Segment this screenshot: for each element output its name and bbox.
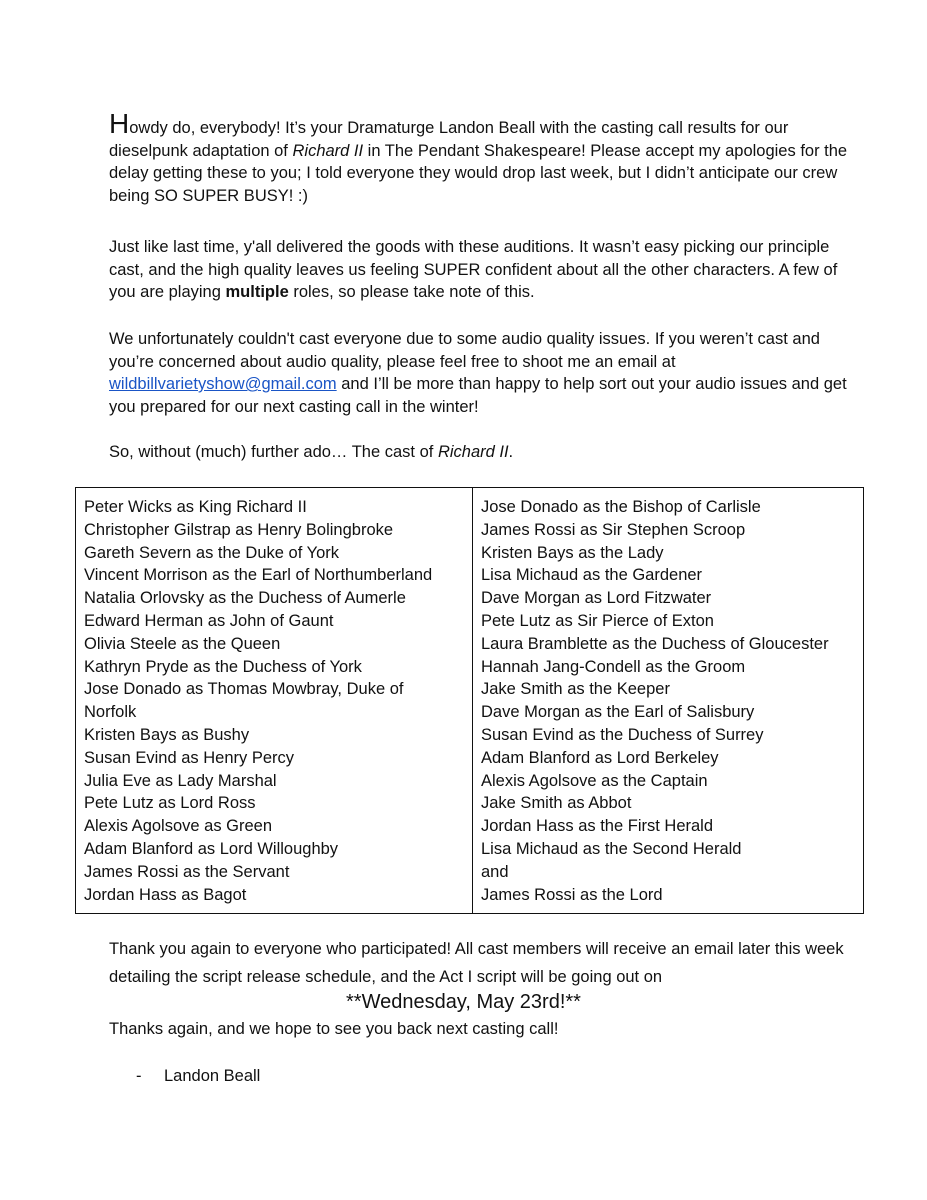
multiple-emphasis: multiple (225, 283, 289, 301)
cast-entry: Julia Eve as Lady Marshal (84, 771, 277, 790)
audio-text-2: and I’ll be more than happy to help sort out your audio issues and get you prepared for our next casting call in the winter! (109, 375, 847, 416)
signature-name: Landon Beall (164, 1067, 261, 1085)
cast-column-left (76, 488, 473, 913)
cast-entry: Susan Evind as Henry Percy (84, 748, 295, 767)
cast-entry: James Rossi as Sir Stephen Scroop (481, 520, 746, 539)
email-link[interactable]: wildbillvarietyshow@gmail.com (109, 375, 337, 393)
cast-entry: Natalia Orlovsky as the Duchess of Aumerle (84, 589, 406, 608)
cast-entry: Kristen Bays as Bushy (84, 725, 250, 744)
cast-entry: Jordan Hass as Bagot (84, 885, 247, 904)
cast-entry: Vincent Morrison as the Earl of Northumberland (84, 566, 433, 585)
cast-table (75, 487, 864, 914)
cast-entry: Olivia Steele as the Queen (84, 634, 281, 653)
release-date: **Wednesday, May 23rd!** (346, 991, 581, 1013)
cast-entry: Pete Lutz as Sir Pierce of Exton (481, 611, 714, 630)
cast-intro-text-1: So, without (much) further ado… The cast of (109, 443, 438, 461)
auditions-paragraph (109, 236, 849, 304)
cast-entry: Jake Smith as the Keeper (481, 680, 670, 699)
intro-paragraph (109, 108, 849, 207)
cast-entry: Pete Lutz as Lord Ross (84, 794, 256, 813)
cast-entry: James Rossi as the Lord (481, 885, 663, 904)
auditions-text-1: Just like last time, y'all delivered the goods with these auditions. It wasn’t easy picking our principle cast, and the high quality leaves us feeling SUPER confident about all the other characters. A few of you are playing (109, 238, 838, 301)
cast-entry: Alexis Agolsove as Green (84, 817, 273, 836)
cast-entry: Edward Herman as John of Gaunt (84, 611, 334, 630)
cast-intro-paragraph (109, 441, 849, 464)
audio-text-1: We unfortunately couldn't cast everyone due to some audio quality issues. If you weren’t cast and you’re concerned about audio quality, please feel free to shoot me an email at (109, 330, 820, 371)
play-title: Richard II (437, 443, 509, 461)
cast-entry: Kristen Bays as the Lady (481, 543, 664, 562)
cast-entry: Christopher Gilstrap as Henry Bolingbroke (84, 520, 394, 539)
cast-column-right (473, 488, 863, 913)
signature-dash: - (136, 1067, 142, 1085)
cast-entry: Gareth Severn as the Duke of York (84, 543, 339, 562)
cast-entry: Susan Evind as the Duchess of Surrey (481, 725, 764, 744)
cast-entry: Lisa Michaud as the Second Herald (481, 839, 742, 858)
cast-entry: Adam Blanford as Lord Berkeley (481, 748, 719, 767)
cast-entry: James Rossi as the Servant (84, 862, 290, 881)
cast-entry: Dave Morgan as Lord Fitzwater (481, 589, 712, 608)
intro-text-1: owdy do, everybody! It’s your Dramaturge Landon Beall with the casting call results for our dieselpunk adaptation of (109, 119, 789, 160)
intro-text-2: in The Pendant Shakespeare! Please accept my apologies for the delay getting these to you; I told everyone they would drop last week, but I didn’t anticipate our crew being SO SUPER BUSY! :) (109, 141, 848, 205)
cast-entry: Dave Morgan as the Earl of Salisbury (481, 703, 755, 722)
cast-intro-text-2: . (508, 443, 514, 461)
drop-cap: H (109, 108, 130, 139)
signature (136, 1065, 260, 1087)
cast-entry: Jose Donado as the Bishop of Carlisle (481, 498, 761, 516)
thanks-line: Thanks again, and we hope to see you back next casting call! (109, 1020, 559, 1038)
closing-paragraph: Thank you again to everyone who participated! All cast members will receive an email later this week detailing the script release schedule, and the Act I script will be going out on (109, 940, 844, 986)
cast-entry: Hannah Jang-Condell as the Groom (481, 657, 746, 676)
cast-entry: Jake Smith as Abbot (481, 794, 632, 813)
cast-entry: Peter Wicks as King Richard II (84, 498, 307, 516)
cast-entry: Adam Blanford as Lord Willoughby (84, 839, 339, 858)
cast-entry: Jose Donado as Thomas Mowbray, Duke of Norfolk (84, 680, 404, 722)
cast-entry: Laura Bramblette as the Duchess of Gloucester (481, 634, 829, 653)
cast-entry: Alexis Agolsove as the Captain (481, 771, 708, 790)
play-title: Richard II (292, 141, 364, 160)
audio-paragraph (109, 328, 849, 418)
cast-entry: Lisa Michaud as the Gardener (481, 566, 703, 585)
cast-entry: Jordan Hass as the First Herald (481, 817, 714, 836)
cast-entry: Kathryn Pryde as the Duchess of York (84, 657, 362, 676)
cast-entry: and (481, 862, 509, 881)
auditions-text-2: roles, so please take note of this. (288, 283, 535, 301)
